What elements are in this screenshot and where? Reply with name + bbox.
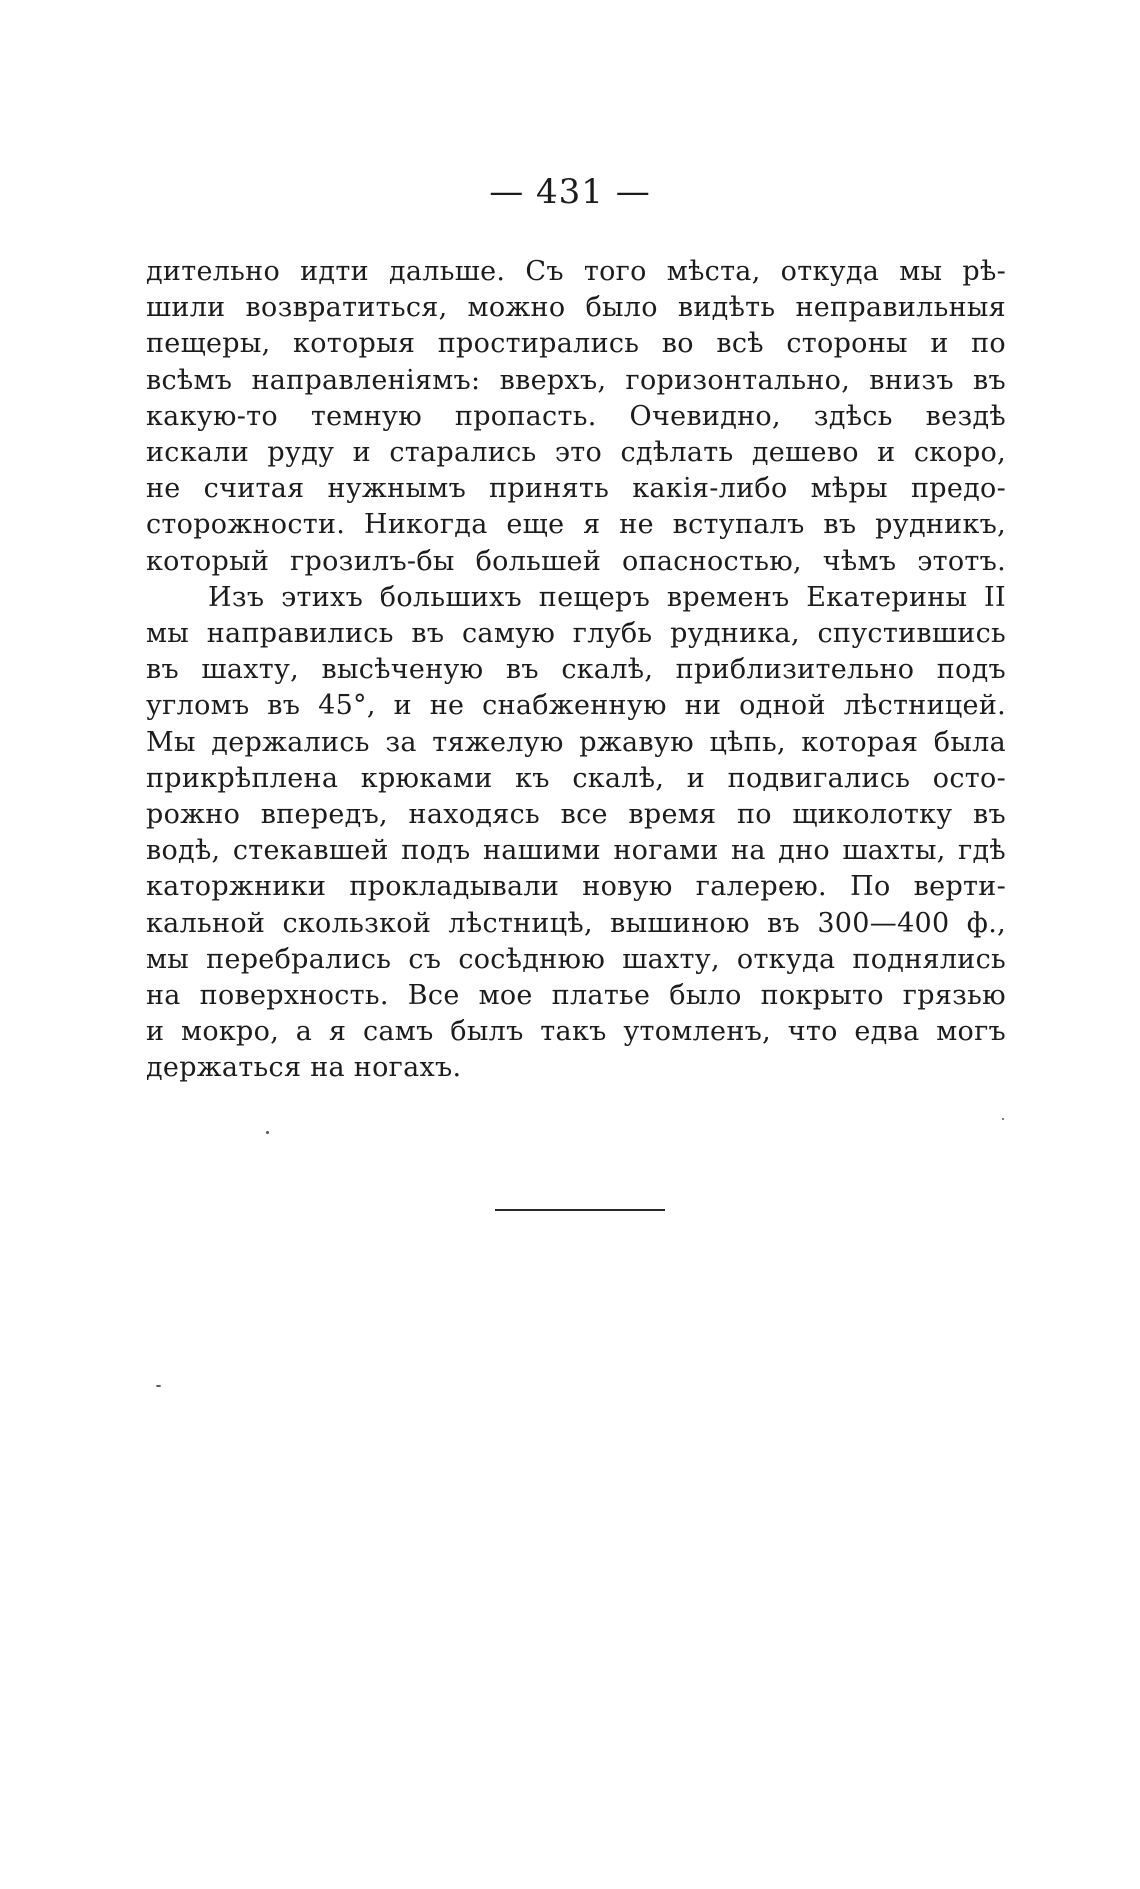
section-divider — [495, 1209, 665, 1211]
text-line: рожно впередъ, находясь все время по щиколотку въ — [146, 799, 1006, 831]
text-line: который грозилъ-бы большей опасностью, чѣмъ этотъ. — [146, 545, 1006, 577]
page-number: — 431 — — [489, 172, 651, 212]
text-line: какую-то темную пропасть. Очевидно, здѣсь вездѣ — [146, 400, 1006, 432]
text-line: держаться на ногахъ. — [146, 1052, 462, 1084]
print-speck — [266, 1131, 269, 1134]
text-line: и мокро, а я самъ былъ такъ утомленъ, что едва могъ — [146, 1016, 1006, 1048]
text-line: угломъ въ 45°, и не снабженную ни одной лѣстницей. — [146, 690, 1006, 722]
text-line: на поверхность. Все мое платье было покрыто грязью — [146, 980, 1006, 1012]
body-text — [146, 254, 1006, 1087]
text-line: водѣ, стекавшей подъ нашими ногами на дно шахты, гдѣ — [146, 835, 1006, 867]
print-speck — [156, 1385, 161, 1387]
text-line: въ шахту, высѣченую въ скалѣ, приблизительно подъ — [146, 654, 1006, 686]
text-line: дительно идти дальше. Съ того мѣста, откуда мы рѣ- — [146, 256, 1006, 287]
text-line: мы направились въ самую глубь рудника, спустившись — [146, 618, 1006, 650]
text-line: каторжники прокладывали новую галерею. По верти- — [146, 871, 1006, 903]
text-line: не считая нужнымъ принять какія-либо мѣры предо- — [146, 473, 1006, 505]
text-line: мы перебрались съ сосѣднюю шахту, откуда поднялись — [146, 943, 1006, 975]
text-line: Мы держались за тяжелую ржавую цѣпь, которая была — [146, 726, 1006, 758]
text-line: Изъ этихъ большихъ пещеръ временъ Екатерины II — [208, 581, 1006, 613]
text-line: шили возвратиться, можно было видѣть неправильныя — [146, 292, 1006, 324]
text-line: кальной скользкой лѣстницѣ, вышиною въ 300—400 ф., — [146, 907, 1006, 939]
paragraph-2 — [146, 580, 1006, 1087]
text-line: искали руду и старались это сдѣлать дешево и скоро, — [146, 437, 1006, 469]
paragraph-1 — [146, 254, 1006, 580]
text-line: пещеры, которыя простирались во всѣ стороны и по — [146, 328, 1006, 360]
print-speck — [1002, 1118, 1004, 1120]
text-line: всѣмъ направленіямъ: вверхъ, горизонтально, внизъ въ — [146, 364, 1006, 396]
text-line: прикрѣплена крюками къ скалѣ, и подвигались осто- — [146, 762, 1006, 794]
text-line: сторожности. Никогда еще я не вступалъ въ рудникъ, — [146, 509, 1006, 541]
